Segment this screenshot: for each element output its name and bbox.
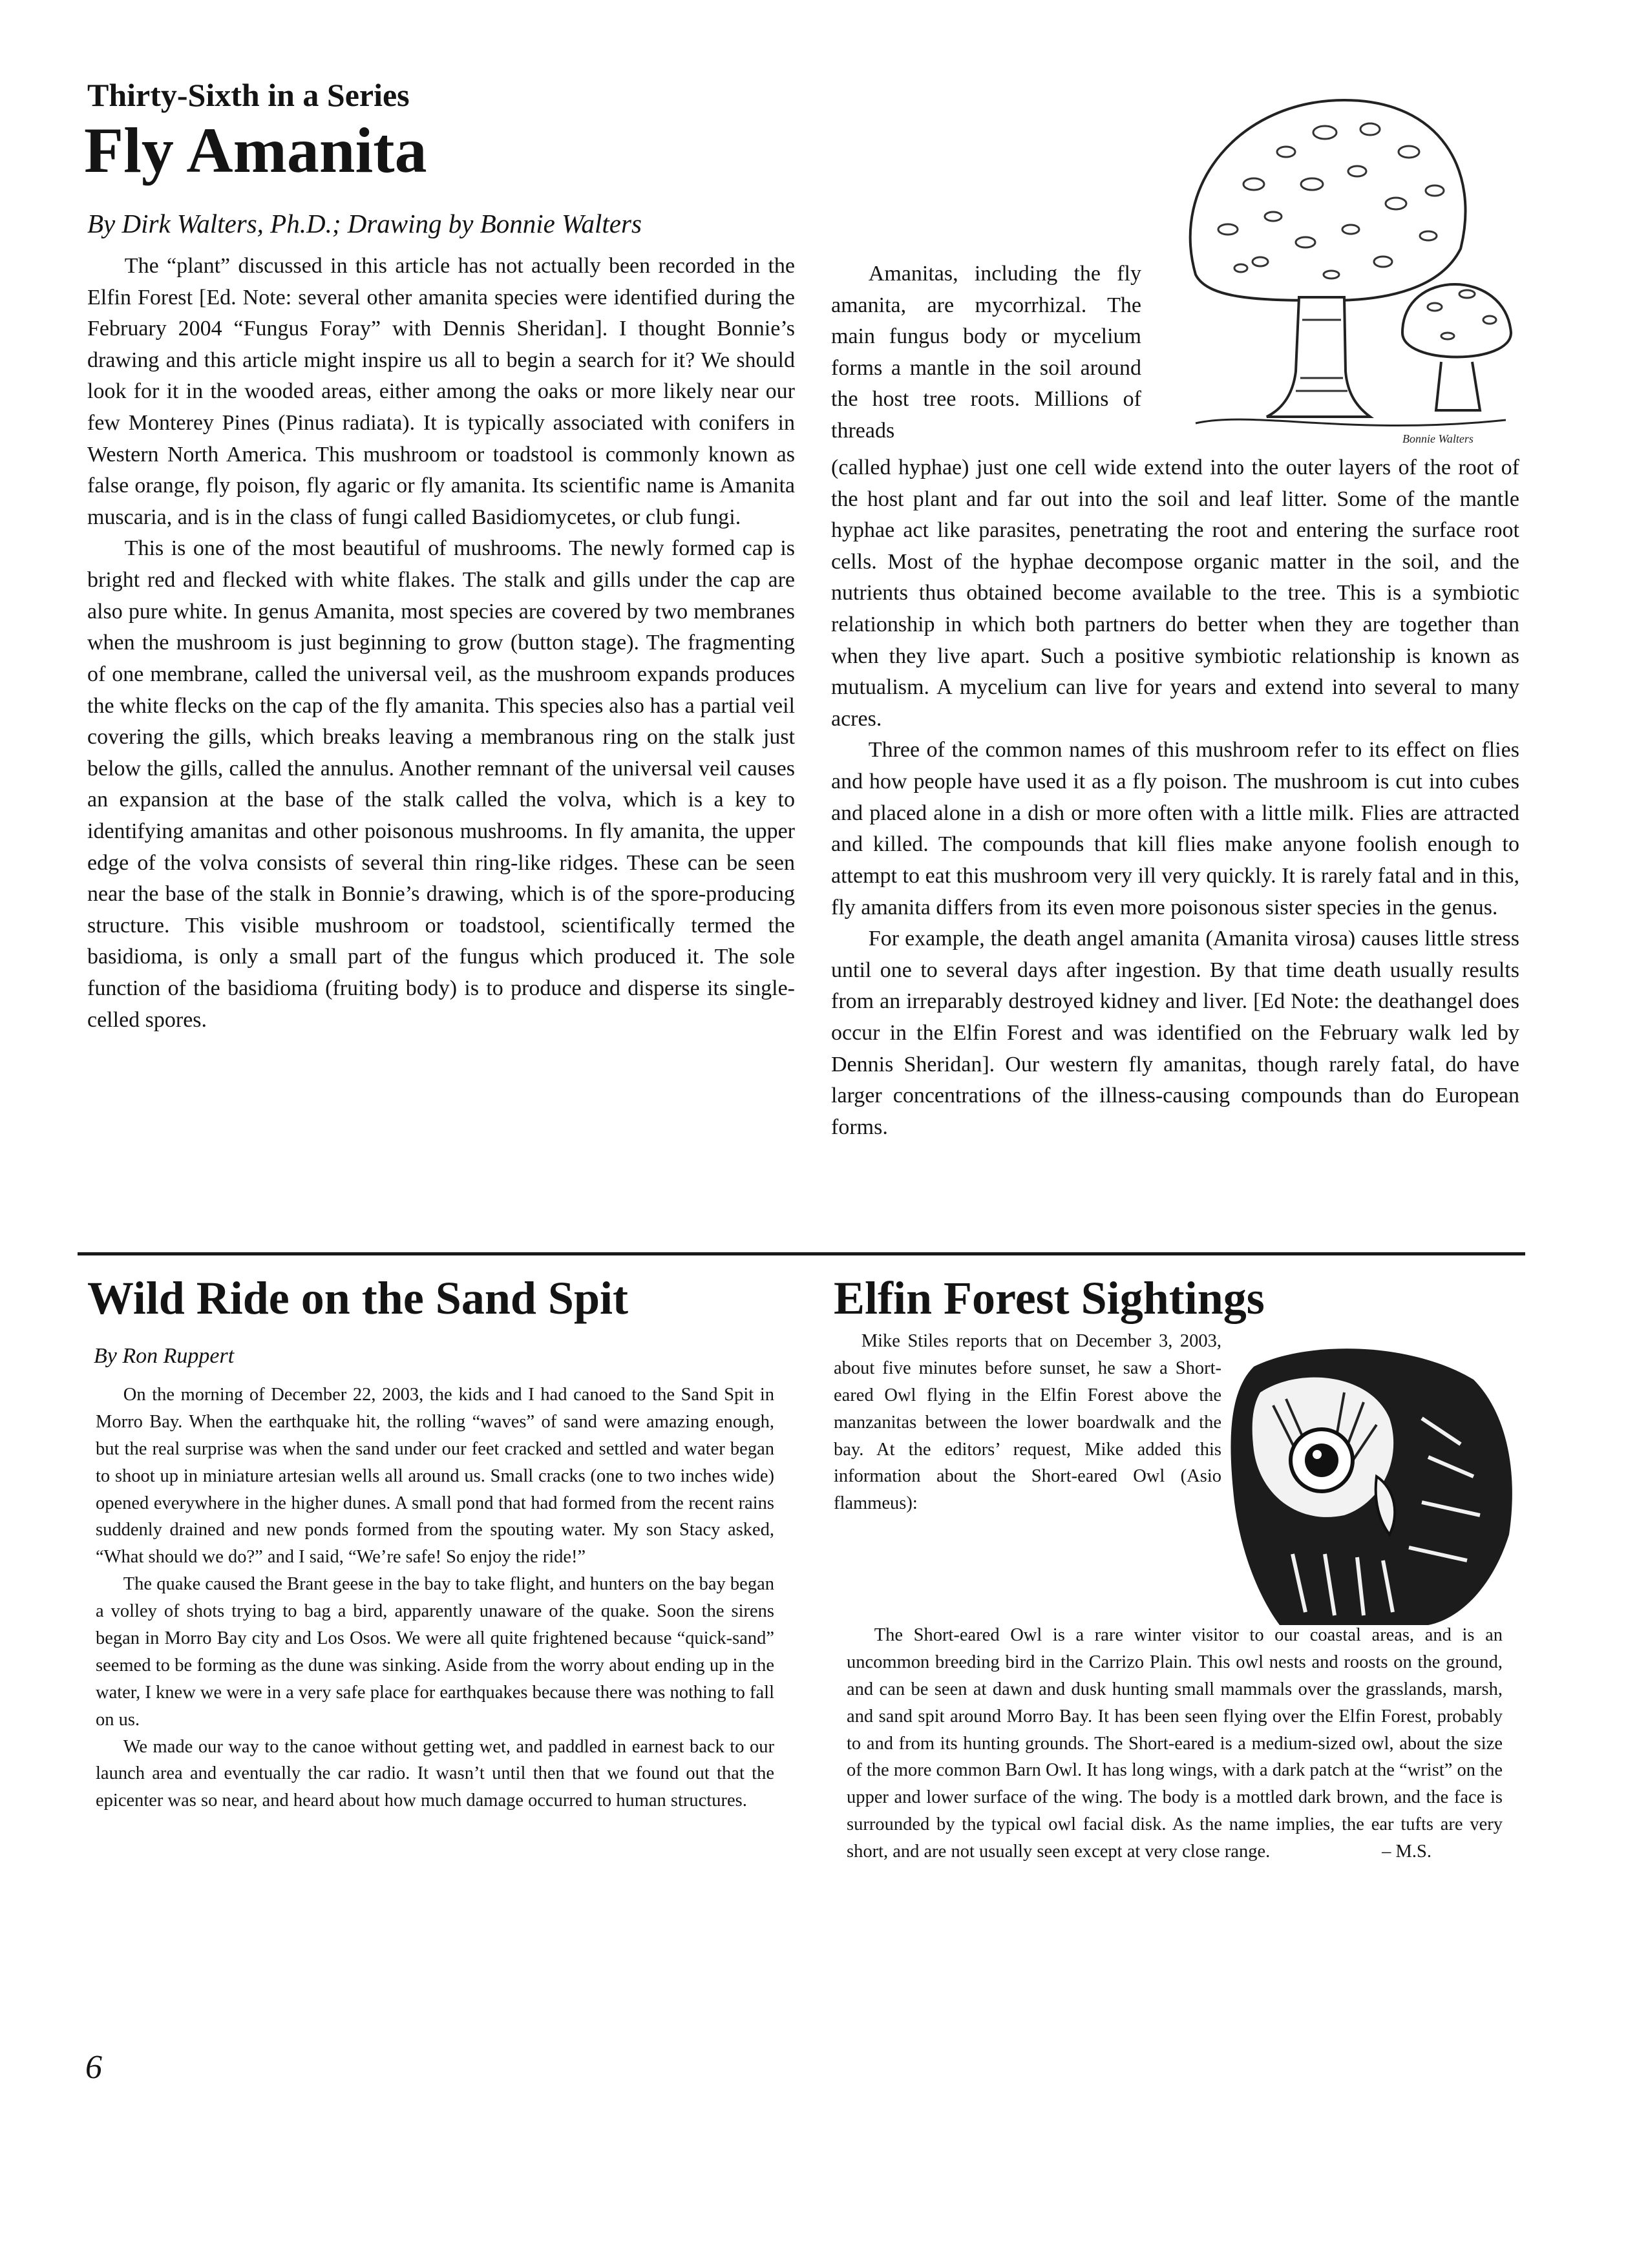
page-number: 6: [85, 2049, 102, 2086]
paragraph: For example, the death angel amanita (Amanita virosa) causes little stress until one to several days after ingestion. By that time death usually results from an irreparably destroyed kidney and liver. [Ed Note: the deathangel does occur in the Elfin Forest and was identified on the February walk led by Dennis Sheridan]. Our western fly amanitas, though rarely fatal, do have larger concentrations of the illness-causing compounds than do European forms.: [831, 927, 1519, 1139]
paragraph: The quake caused the Brant geese in the bay to take flight, and hunters on the bay began a volley of shots trying to bag a bird, apparently unaware of the quake. Soon the sirens began in Morro Bay city and Los Osos. We were all quite frightened because “quick-sand” seemed to be forming as the dune was sinking. Aside from the worry about ending up in the water, I knew we were in a very safe place for earthquakes because there was nothing to fall on us.: [96, 1574, 774, 1730]
article-byline-wild-ride: By Ron Ruppert: [94, 1344, 235, 1368]
series-kicker: Thirty-Sixth in a Series: [87, 77, 410, 113]
mushroom-illustration: [1157, 74, 1519, 449]
paragraph: This is one of the most beautiful of mushrooms. The newly formed cap is bright red and flecked with white flakes. The stalk and gills under the cap are also pure white. In genus Amanita, most species are covered by two membranes when the mushroom is just beginning to grow (button stage). The fragmenting of one membrane, called the universal veil, as the mushroom expands produces the white flecks on the cap of the fly amanita. This species also has a partial veil covering the gills, which breaks leaving a membranous ring on the stalk just below the gills, called the annulus. Another remnant of the universal veil causes an expansion at the base of the stalk called the volva, which is a key to identifying amanitas and other poisonous mushrooms. In fly amanita, the upper edge of the volva consists of several thin ring-like ridges. These can be seen near the base of the stalk in Bonnie’s drawing, which is of the spore-producing structure. This visible mushroom or toadstool, scientifically termed the basidioma, is only a small part of the fungus which produced it. The sole function of the basidioma (fruiting body) is to produce and disperse its single-celled spores.: [87, 536, 795, 1032]
article-title-fly-amanita: Fly Amanita: [84, 114, 427, 186]
author-initials: – M.S.: [1382, 1842, 1431, 1862]
article-title-elfin-sightings: Elfin Forest Sightings: [834, 1272, 1265, 1324]
paragraph: The Short-eared Owl is a rare winter visitor to our coastal areas, and is an uncommon breeding bird in the Carrizo Plain. This owl nests and roosts on the ground, and can be seen at dawn and dusk hunting small mammals over the grasslands, marsh, and sand spit around Morro Bay. It has been seen flying over the Elfin Forest, probably to and from its hunting grounds. The Short-eared is a medium-sized owl, about the size of the more common Barn Owl. It has long wings, with a dark patch at the “wrist” on the upper and lower surface of the wing. The body is a mottled dark brown, and the face is surrounded by the typical owl facial disk. As the name implies, the ear tufts are very short, and are not usually seen except at very close range.: [847, 1625, 1503, 1862]
fly-amanita-right-column: [831, 452, 1519, 1143]
paragraph: (called hyphae) just one cell wide extend into the outer layers of the root of the host plant and far out into the soil and leaf litter. Some of the mantle hyphae act like parasites, penetrating the root and entering the surface root cells. Most of the hyphae decompose organic matter in the soil, and the nutrients thus obtained become available to the tree. This is a symbiotic relationship in which both partners do better when they are together than when they live apart. Such a positive symbiotic relationship is known as mutualism. A mycelium can live for years and extend into several to many acres.: [831, 456, 1519, 731]
paragraph: Amanitas, including the fly amanita, are mycorrhizal. The main fungus body or mycelium forms a mantle in the soil around the host tree roots. Millions of threads: [831, 262, 1141, 443]
wild-ride-column: [96, 1381, 774, 1814]
fly-amanita-left-column: [87, 251, 795, 1036]
article-title-wild-ride: Wild Ride on the Sand Spit: [87, 1272, 628, 1324]
article-byline-fly-amanita: By Dirk Walters, Ph.D.; Drawing by Bonnie Walters: [87, 209, 642, 238]
paragraph: Three of the common names of this mushroom refer to its effect on flies and how people have used it as a fly poison. The mushroom is cut into cubes and placed alone in a dish or more often with a little milk. Flies are attracted and killed. The compounds that kill flies make anyone foolish enough to attempt to eat this mushroom very ill very quickly. It is rarely fatal and in this, fly amanita differs from its even more poisonous sister species in the genus.: [831, 738, 1519, 919]
drawing-signature: Bonnie Walters: [1402, 432, 1474, 445]
paragraph: On the morning of December 22, 2003, the kids and I had canoed to the Sand Spit in Morro Bay. When the earthquake hit, the rolling “waves” of sand were amazing enough, but the real surprise was when the sand under our feet cracked and settled and water began to shoot up in miniature artesian wells all around us. Small cracks (one to two inches wide) opened everywhere in the higher dunes. A small pond that had formed from the recent rains suddenly drained and new ponds formed from the spouting water. My son Stacy asked, “What should we do?” and I said, “We’re safe! So enjoy the ride!”: [96, 1385, 774, 1568]
paragraph: Mike Stiles reports that on December 3, 2003, about five minutes before sunset, he saw a Short-eared Owl flying in the Elfin Forest above the manzanitas between the lower boardwalk and the bay. At the editors’ request, Mike added this information about the Short-eared Owl (Asio flammeus):: [834, 1331, 1221, 1514]
elfin-sightings-intro: [834, 1328, 1221, 1517]
elfin-sightings-body: [847, 1622, 1503, 1865]
section-divider: [78, 1252, 1525, 1255]
paragraph: The “plant” discussed in this article has not actually been recorded in the Elfin Forest [Ed. Note: several other amanita species were identified during the February 2004 “Fungus Foray” with Dennis Sheridan]. I thought Bonnie’s drawing and this article might inspire us all to begin a search for it? We should look for it in the wooded areas, either among the oaks or more likely near our few Monterey Pines (Pinus radiata). It is typically associated with conifers in Western North America. This mushroom or toadstool is commonly known as false orange, fly poison, fly agaric or fly amanita. Its scientific name is Amanita muscaria, and is in the class of fungi called Basidiomycetes, or club fungi.: [87, 254, 795, 529]
owl-illustration: [1215, 1341, 1519, 1625]
paragraph: We made our way to the canoe without getting wet, and paddled in earnest back to our launch area and eventually the car radio. It wasn’t until then that we found out that the epicenter was so near, and heard about how much damage occurred to human structures.: [96, 1736, 774, 1811]
fly-amanita-right-column-top: [831, 258, 1141, 447]
